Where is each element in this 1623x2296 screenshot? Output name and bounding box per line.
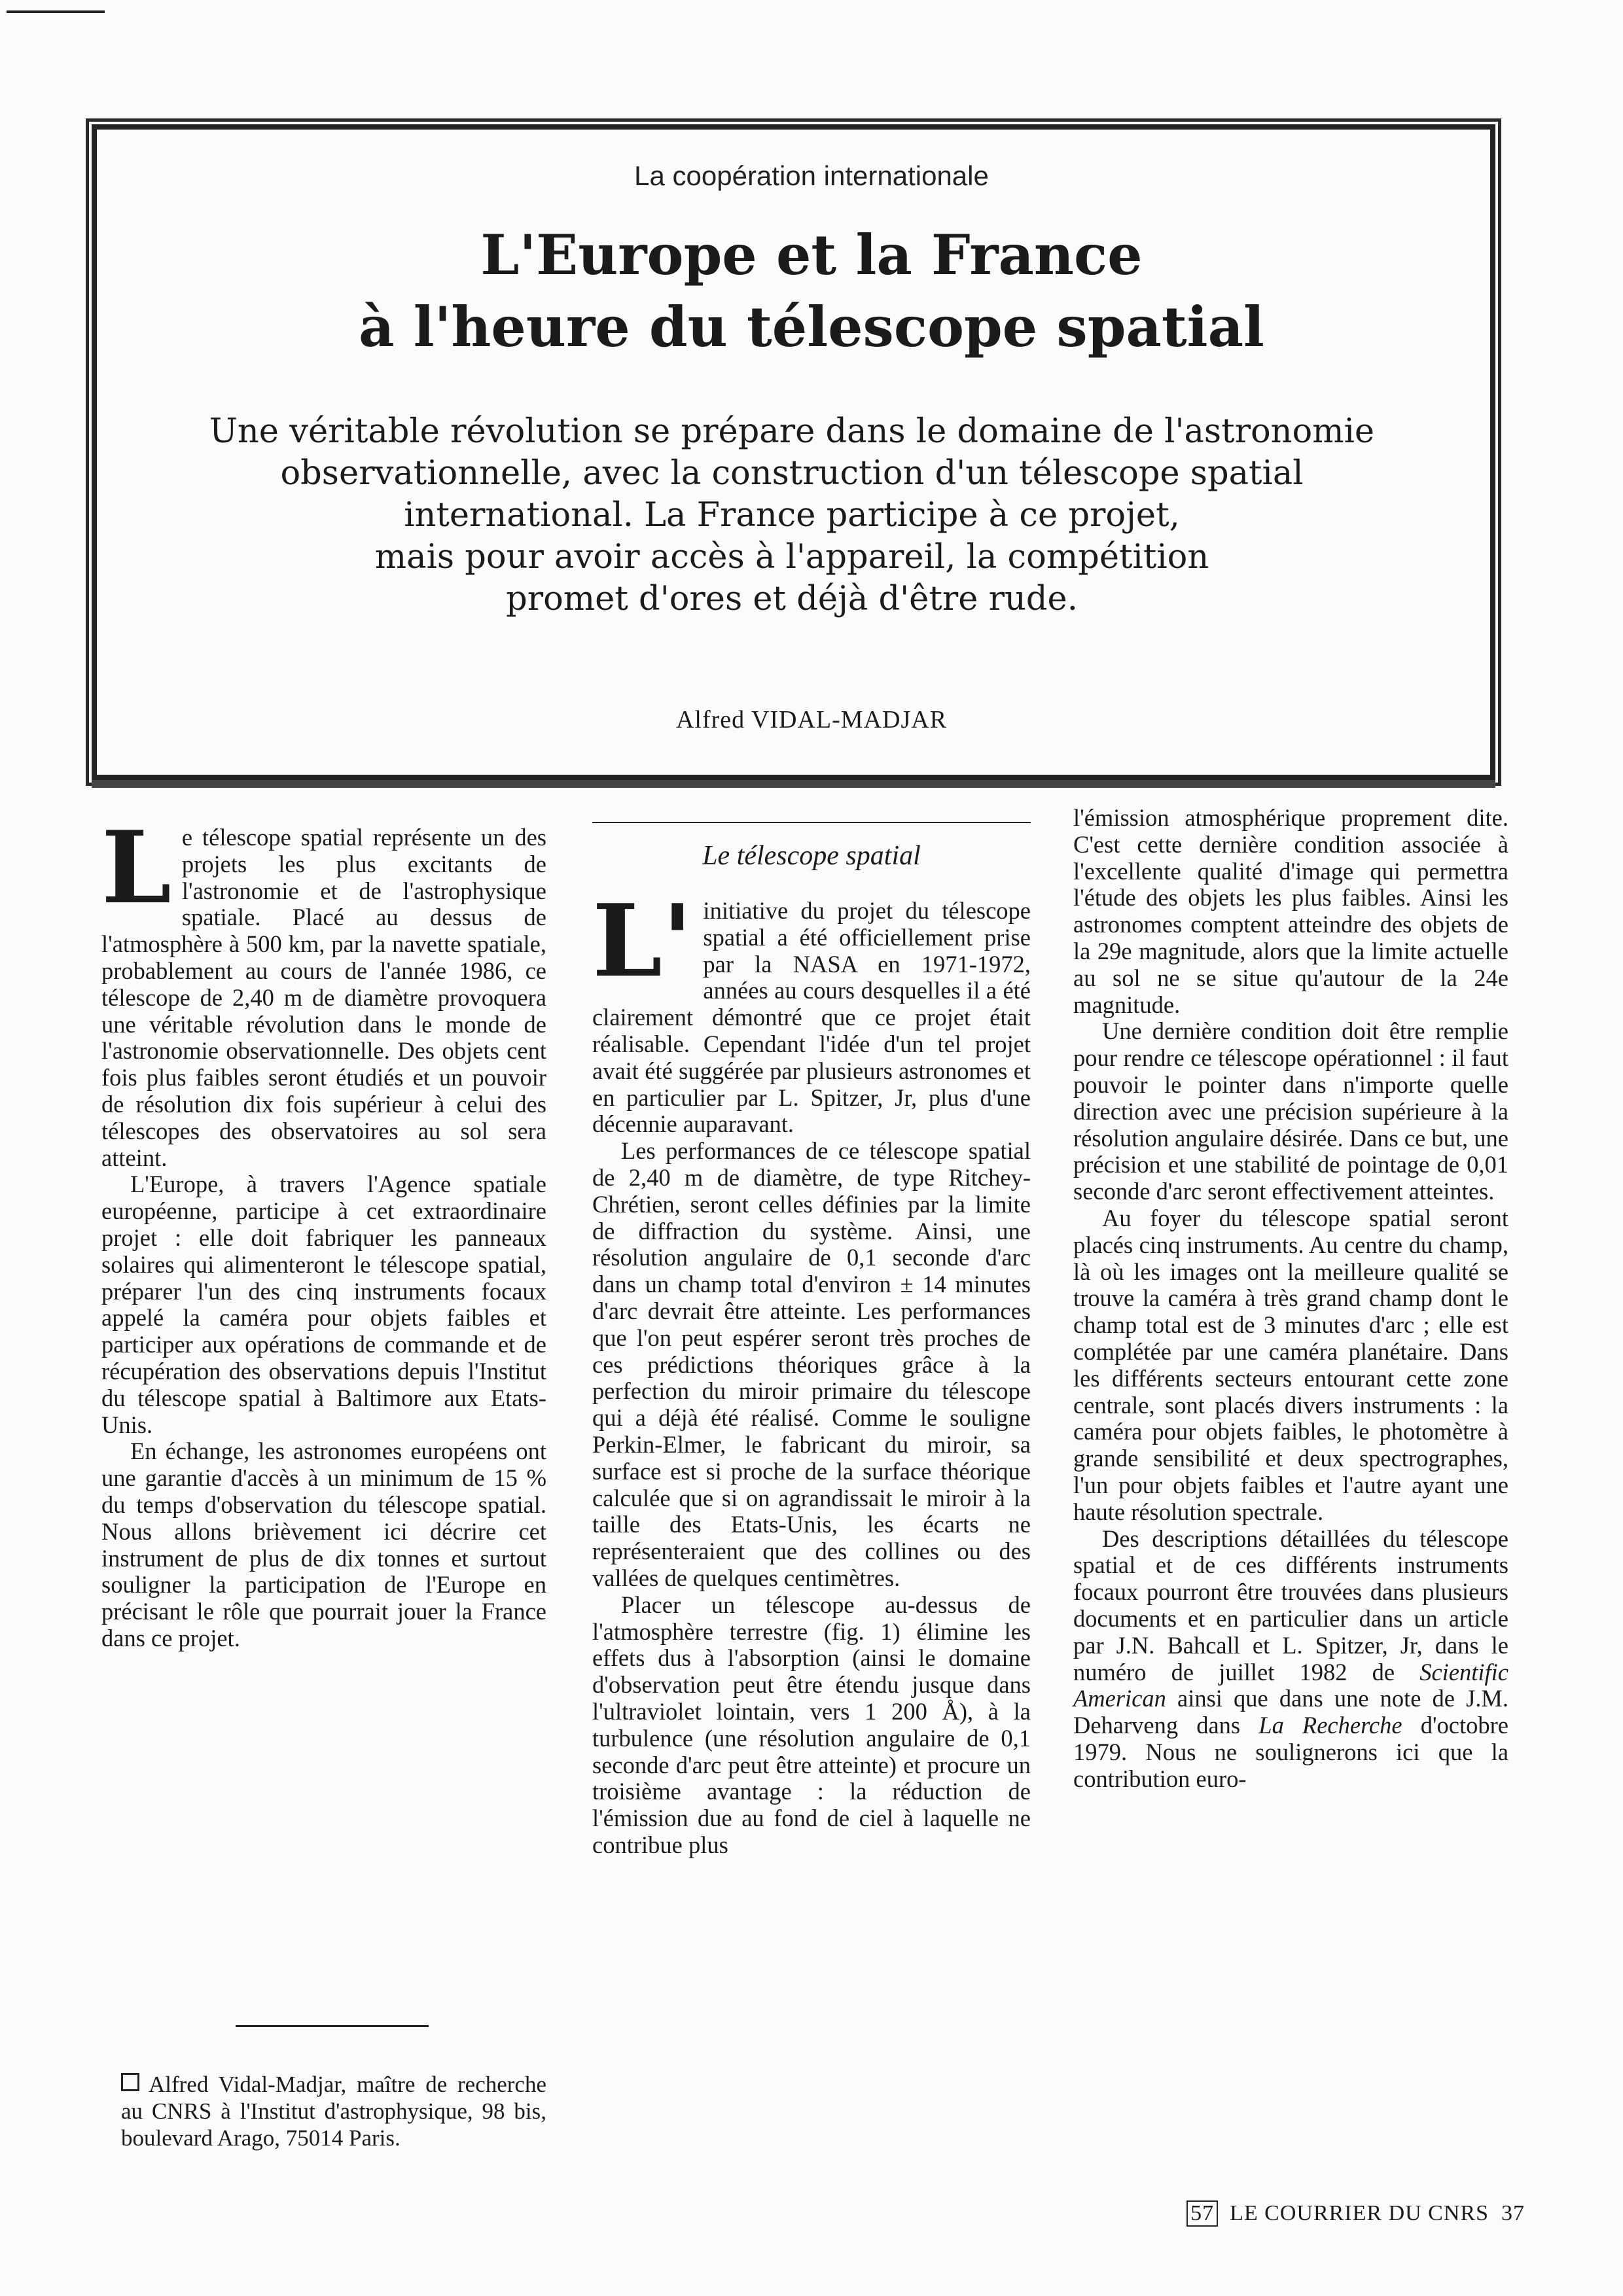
paragraph: Placer un télescope au-dessus de l'atmosphère terrestre (fig. 1) élimine les effets dus à l'absorption (ainsi le domaine d'observation peut être étendu jusque dans l'ultraviolet lointain, vers 1 200 Å), à la turbulence (une résolution angulaire de 0,1 seconde d'arc peut être atteinte) et procure un troisième avantage : la réduction de l'émission due au fond de ciel à laquelle ne contribue plus bbox=[592, 1591, 1031, 1858]
journal-title: La Recherche bbox=[1258, 1712, 1402, 1739]
section-heading: Le télescope spatial bbox=[702, 841, 921, 871]
footnote-text: Alfred Vidal-Madjar, maître de recherche au CNRS à l'Institut d'astrophysique, 98 bis, boulevard Arago, 75014 Paris. bbox=[121, 2072, 546, 2151]
page-footer bbox=[1186, 2200, 1525, 2227]
text-run: ainsi que dans une note de J.M. Deharveng dans bbox=[1073, 1685, 1508, 1739]
paragraph: En échange, les astronomes européens ont une garantie d'accès à un minimum de 15 % du temps d'observation du télescope spatial. Nous allons brièvement ici décrire cet instrument de plus de dix tonnes et surtout souligner la participation de l'Europe en précisant le rôle que pourrait jouer la France dans ce projet. bbox=[101, 1438, 546, 1651]
section-kicker: La coopération internationale bbox=[634, 160, 989, 191]
column-2 bbox=[592, 805, 1031, 1859]
author-footnote bbox=[121, 2071, 546, 2151]
lead-line: Une véritable révolution se prépare dans le domaine de l'astronomie bbox=[209, 412, 1375, 451]
text-run: Des descriptions détaillées du télescope spatial et de ces différents instruments focaux pourront être trouvées dans plusieurs documents et en particulier dans un article par J.N. Bahcall et L. Spitzer, Jr, dans le numéro de juillet 1982 de bbox=[1073, 1525, 1508, 1686]
lead-line: observationnelle, avec la construction d'un télescope spatial bbox=[280, 454, 1304, 493]
publication-name: LE COURRIER DU CNRS bbox=[1230, 2201, 1489, 2225]
lead-line: international. La France participe à ce projet, bbox=[404, 496, 1180, 535]
page-number: 37 bbox=[1501, 2201, 1525, 2225]
issue-number: 57 bbox=[1186, 2200, 1218, 2227]
article-lead bbox=[203, 411, 1381, 620]
paragraph bbox=[1073, 1526, 1508, 1793]
paragraph: Les performances de ce télescope spatial de 2,40 m de diamètre, de type Ritchey-Chrétien, seront celles définies par la limite de diffraction du système. Ainsi, une résolution angulaire de 0,1 seconde d'arc dans un champ total d'environ ± 14 minutes d'arc devrait être atteinte. Les performances que l'on peut espérer seront très proches de ces prédictions théoriques grâce à la perfection du miroir primaire du télescope qui a déjà été réalisé. Comme le souligne Perkin-Elmer, le fabricant du miroir, sa surface est si proche de la surface théorique calculée que si on agrandissait le miroir à la taille des Etats-Unis, les écarts ne représenteraient que des collines ou des vallées de quelques centimètres. bbox=[592, 1137, 1031, 1591]
frame-bottom-band bbox=[92, 780, 1495, 788]
lead-line: mais pour avoir accès à l'appareil, la compétition bbox=[374, 538, 1209, 576]
paragraph-text: initiative du projet du télescope spatial a été officiellement prise par la NASA en 1971-1972, années au cours desquelles il a été clairement démontré que ce projet était réalisable. Cependant l'idée d'un tel projet avait été suggérée par plusieurs astronomes et en particulier par L. Spitzer, Jr, plus d'une décennie auparavant. bbox=[592, 897, 1031, 1138]
top-left-rule bbox=[7, 10, 105, 13]
journal-title: Scientific American bbox=[1073, 1658, 1508, 1712]
lead-line: promet d'ores et déjà d'être rude. bbox=[506, 580, 1078, 618]
square-bullet-icon bbox=[121, 2073, 139, 2091]
article-title bbox=[0, 219, 1623, 363]
paragraph: Au foyer du télescope spatial seront placés cinq instruments. Au centre du champ, là où les images ont la meilleure qualité se trouve la caméra à très grand champ dont le champ total est de 3 minutes d'arc ; elle est complétée par une caméra planétaire. Dans les différents secteurs entourant cette zone centrale, sont placés divers instruments : la caméra pour objets faibles, le photomètre à grande sensibilité et deux spectrographes, l'un pour objets faibles et l'autre ayant une haute résolution spectrale. bbox=[1073, 1204, 1508, 1525]
footnote-rule bbox=[236, 2025, 429, 2027]
drop-cap: L' bbox=[592, 882, 693, 999]
column-1 bbox=[101, 809, 546, 1652]
paragraph bbox=[101, 809, 546, 1171]
title-line-2: à l'heure du télescope spatial bbox=[359, 294, 1264, 359]
column-3 bbox=[1073, 805, 1508, 1792]
title-line-1: L'Europe et la France bbox=[480, 222, 1143, 287]
section-rule bbox=[592, 822, 1031, 823]
paragraph bbox=[592, 882, 1031, 1138]
paragraph: L'Europe, à travers l'Agence spatiale européenne, participe à cet extraordinaire projet : elle doit fabriquer les panneaux solaires qui alimenteront le télescope spatial, préparer l'un des cinq instruments focaux appelé la caméra pour objets faibles et participer aux opérations de commande et de récupération des observations depuis l'Institut du télescope spatial à Baltimore aux Etats-Unis. bbox=[101, 1171, 546, 1438]
author-byline: Alfred VIDAL-MADJAR bbox=[675, 706, 948, 733]
paragraph: l'émission atmosphérique proprement dite. C'est cette dernière condition associée à l'excellente qualité d'image qui permettra l'étude des objets les plus faibles. Ainsi les astronomes comptent atteindre des objets de la 29e magnitude, alors que la limite actuelle au sol ne se situe qu'autour de la 24e magnitude. bbox=[1073, 804, 1508, 1018]
paragraph: Une dernière condition doit être remplie pour rendre ce télescope opérationnel : il faut pouvoir le pointer dans n'importe quelle direction avec une précision supérieure à la résolution angulaire désirée. Dans ce but, une précision et une stabilité de pointage de 0,01 seconde d'arc seront effectivement atteintes. bbox=[1073, 1017, 1508, 1205]
text-run: d'octobre 1979. Nous ne soulignerons ici que la contribution euro- bbox=[1073, 1712, 1508, 1792]
paragraph-text: e télescope spatial représente un des projets les plus excitants de l'astronomie et de l'astrophysique spatiale. Placé au dessus de l'atmosphère à 500 km, par la navette spatiale, probablement au cours de l'année 1986, ce télescope de 2,40 m de diamètre provoquera une véritable révolution dans le monde de l'astronomie observationnelle. Des objets cent fois plus faibles seront étudiés et un pouvoir de résolution dix fois supérieur à celui des télescopes des observatoires au sol sera atteint. bbox=[101, 824, 546, 1171]
drop-cap: L bbox=[101, 809, 171, 926]
